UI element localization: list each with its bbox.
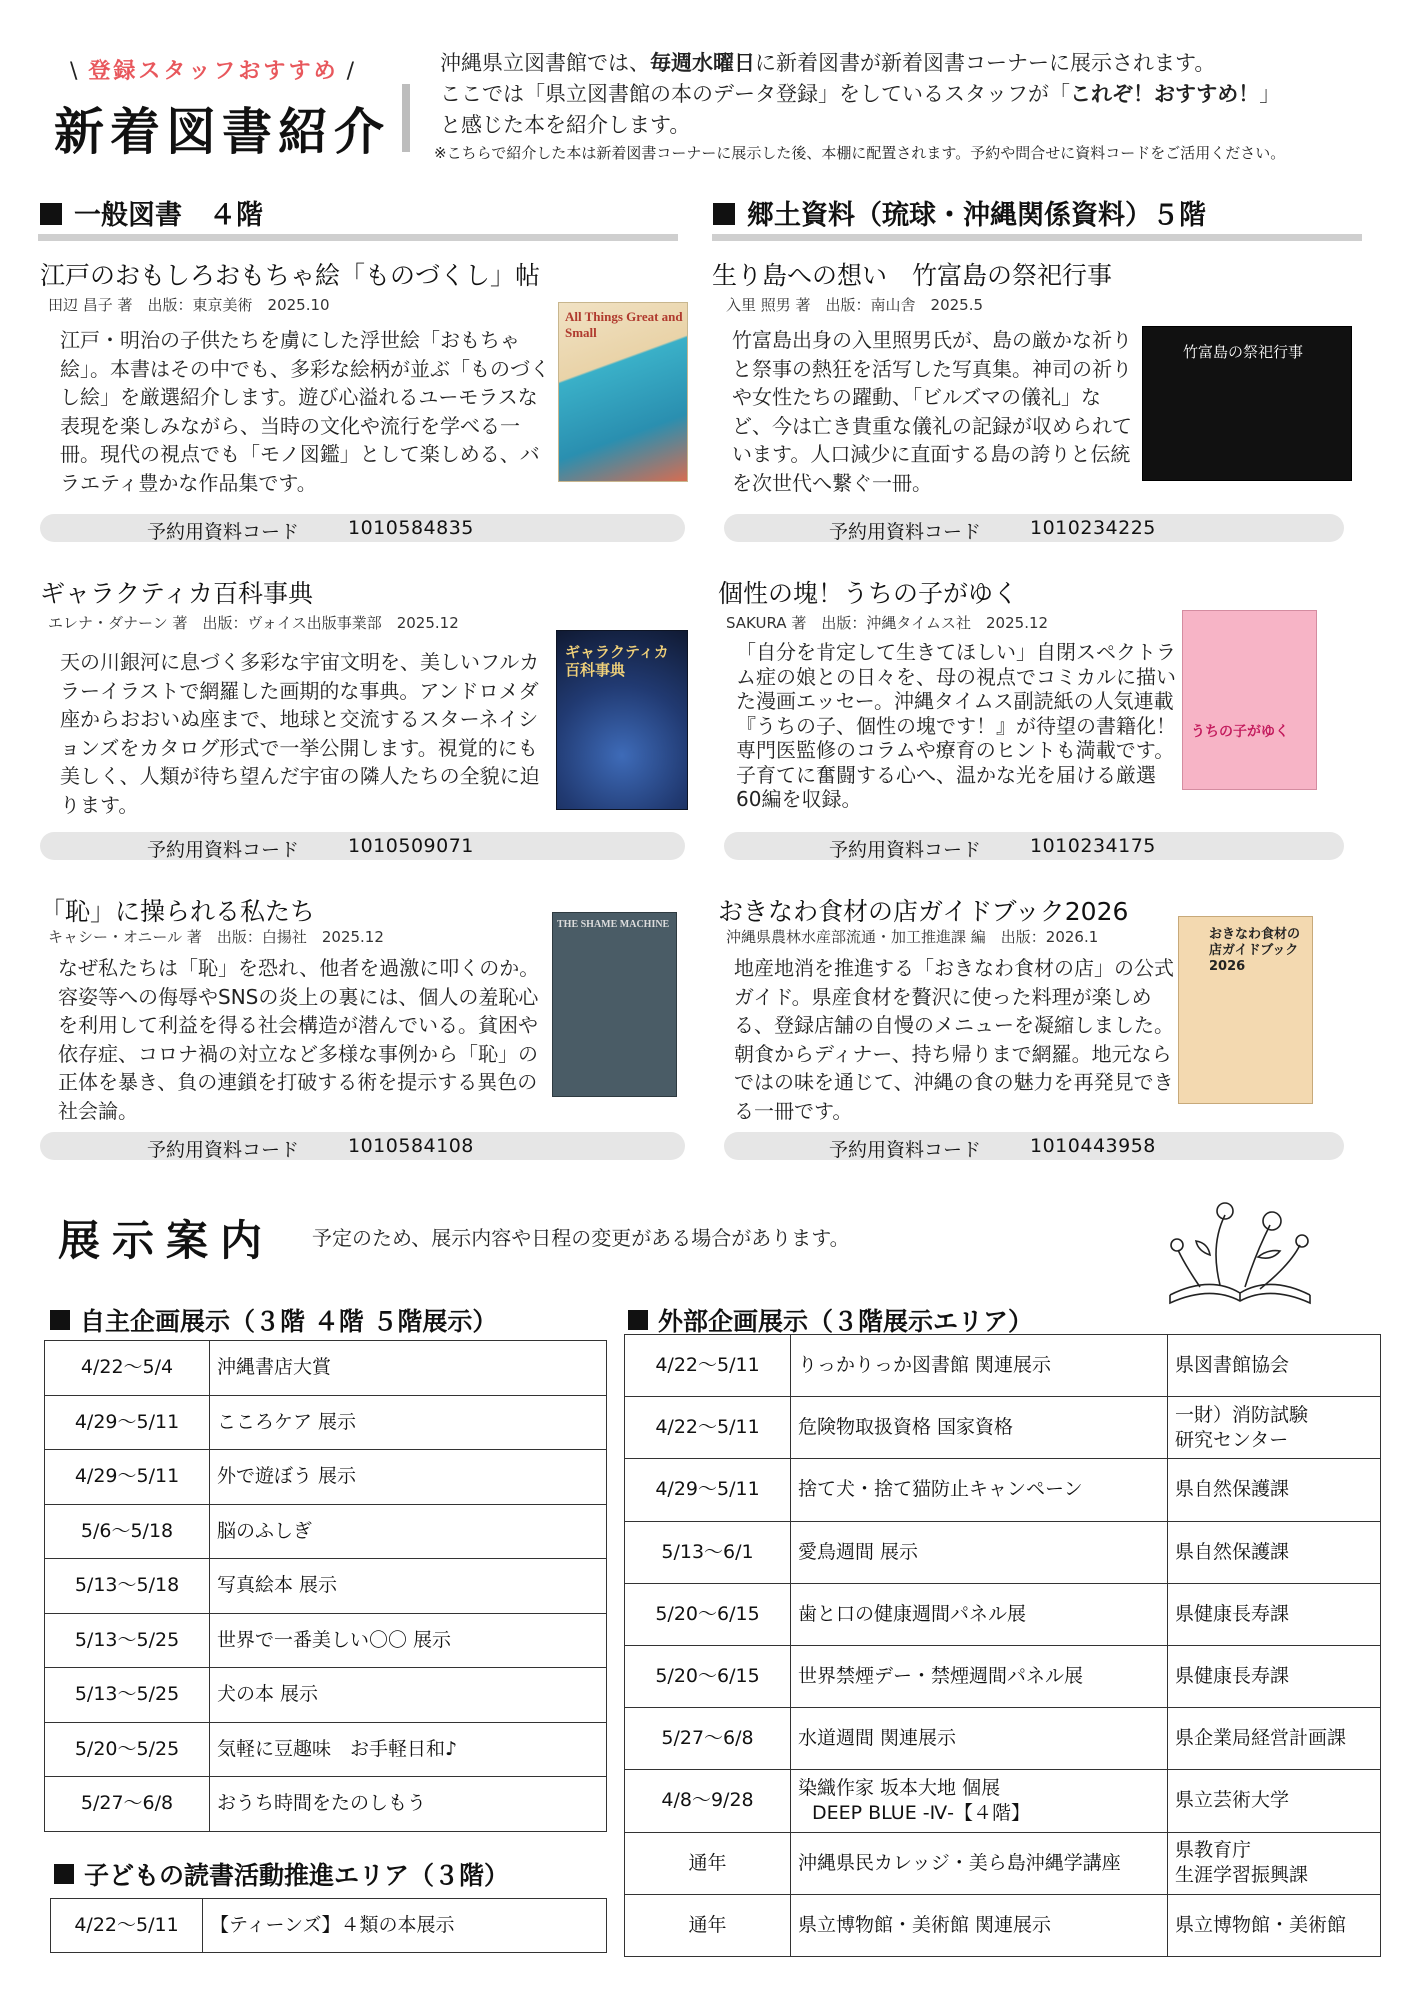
date-cell: 4/8～9/28 (625, 1770, 791, 1832)
reservation-code-bar (724, 1132, 1344, 1160)
book-cover-image (556, 630, 688, 810)
exhibit-name-cell: 危険物取扱資格 国家資格 (791, 1397, 1168, 1459)
organizer-line: 県自然保護課 (1175, 1478, 1290, 1501)
exhibit-name-cell: 捨て犬・捨て猫防止キャンペーン (791, 1459, 1168, 1521)
book-meta: 田辺 昌子 著 出版：東京美術 2025.10 (48, 296, 330, 314)
date-cell: 5/13～6/1 (625, 1521, 791, 1583)
book-title: おきなわ食材の店ガイドブック2026 (718, 897, 1129, 926)
date-cell: 4/22～5/11 (625, 1397, 791, 1459)
intro-line-3: と感じた本を紹介します。 (440, 113, 691, 137)
exhibit-name-cell: 世界で一番美しい〇〇 展示 (210, 1613, 607, 1668)
exhibit-name-cell: 愛鳥週間 展示 (791, 1521, 1168, 1583)
title-divider (402, 84, 410, 152)
section-local (713, 193, 1206, 232)
organizer-cell (1168, 1459, 1381, 1521)
intro-text (440, 48, 1400, 141)
intro-note: ※こちらで紹介した本は新着図書コーナーに展示した後、本棚に配置されます。予約や問合せに資料コードをご活用ください。 (434, 144, 1286, 162)
table-row (625, 1521, 1381, 1583)
code-label: 予約用資料コード (829, 521, 982, 543)
table-row (625, 1397, 1381, 1459)
intro-1a: 沖縄県立図書館では、 (440, 51, 650, 75)
organizer-line: 県教育庁 (1175, 1839, 1252, 1862)
exhibit-name-cell: りっかりっか図書館 関連展示 (791, 1335, 1168, 1397)
code-label: 予約用資料コード (147, 1139, 300, 1161)
organizer-cell (1168, 1708, 1381, 1770)
book-description: 天の川銀河に息づく多彩な宇宙文明を、美しいフルカラーイラストで網羅した画期的な事典。アンドロメダ座からおおいぬ座まで、地球と交流するスターネイションズをカタログ形式で一挙公開します。視覚的にも美しく、人類が待ち望んだ宇宙の隣人たちの全貌に迫ります。 (60, 650, 540, 817)
self-exhibition-label: 自主企画展示（３階 ４階 ５階展示） (80, 1307, 498, 1336)
organizer-line: 県図書館協会 (1175, 1354, 1290, 1377)
section-local-label: 郷土資料（琉球・沖縄関係資料）５階 (747, 200, 1206, 231)
kids-area-table (50, 1898, 607, 1953)
book-card (712, 892, 1377, 1192)
book-card (40, 892, 705, 1192)
date-cell: 5/13～5/25 (45, 1613, 210, 1668)
book-card (712, 574, 1377, 874)
code-value: 1010443958 (1030, 1135, 1156, 1157)
exhibit-name-cell: 写真絵本 展示 (210, 1559, 607, 1614)
table-row (625, 1894, 1381, 1956)
book-description: なぜ私たちは「恥」を恐れ、他者を過激に叩くのか。容姿等への侮辱やSNSの炎上の裏には、個人の羞恥心を利用して利益を得る社会構造が潜んでいる。貧困や依存症、コロナ禍の対立など多様な事例から「恥」の正体を暴き、負の連鎖を打破する術を提示する異色の社会論。 (58, 956, 540, 1123)
square-bullet-icon (40, 203, 62, 225)
book-card (40, 574, 705, 874)
organizer-line: 県健康長寿課 (1175, 1665, 1290, 1688)
reservation-code-bar (40, 832, 685, 860)
date-cell: 5/27～6/8 (625, 1708, 791, 1770)
kids-area-heading (54, 1856, 509, 1892)
intro-2b: これぞ！おすすめ！ (1070, 82, 1260, 106)
cover-title-text: 竹富島の祭祀行事 (1183, 343, 1304, 361)
book-cover-image (1178, 916, 1313, 1104)
code-value: 1010584108 (348, 1135, 474, 1157)
cover-title-text: うちの子がゆく (1191, 724, 1289, 740)
exhibit-name-cell: 外で遊ぼう 展示 (210, 1450, 607, 1505)
book-cover-image (552, 912, 677, 1097)
book-meta: SAKURA 著 出版：沖縄タイムス社 2025.12 (726, 614, 1049, 632)
book-title: ギャラクティカ百科事典 (40, 579, 314, 608)
exhibit-name-cell: おうち時間をたのしもう (210, 1777, 607, 1832)
organizer-line: 県立芸術大学 (1175, 1789, 1290, 1812)
square-bullet-icon (628, 1310, 648, 1330)
book-title: 江戸のおもしろおもちゃ絵「ものづくし」帖 (40, 261, 541, 290)
organizer-line: 県立博物館・美術館 (1175, 1913, 1347, 1936)
book-description: 竹富島出身の入里照男氏が、島の厳かな祈りと祭事の熱狂を活写した写真集。神司の祈りや女性たちの躍動、「ビルズマの儀礼」など、今は亡き貴重な儀礼の記録が収められています。人口減少に直面する島の誇りと伝統を次世代へ繋ぐ一冊。 (732, 328, 1132, 495)
intro-2a: ここでは「県立図書館の本のデータ登録」をしているスタッフが「 (440, 82, 1070, 106)
organizer-cell (1168, 1521, 1381, 1583)
outer-exhibition-label: 外部企画展示（３階展示エリア） (658, 1307, 1034, 1336)
exhibit-name-cell: 世界禁煙デー・禁煙週間パネル展 (791, 1645, 1168, 1707)
book-title: 生り島への想い 竹富島の祭祀行事 (712, 261, 1113, 290)
book-meta: 沖縄県農林水産部流通・加工推進課 編 出版：2026.1 (726, 928, 1099, 946)
date-cell: 通年 (625, 1894, 791, 1956)
code-label: 予約用資料コード (829, 1139, 982, 1161)
slash-left: \ (70, 59, 81, 84)
square-bullet-icon (713, 203, 735, 225)
code-value: 1010584835 (348, 517, 474, 539)
organizer-line: 一財）消防試験 (1175, 1403, 1309, 1426)
code-label: 予約用資料コード (147, 839, 300, 861)
table-row (625, 1335, 1381, 1397)
exhibit-name-cell: 【ティーンズ】４類の本展示 (203, 1899, 607, 1953)
self-exhibition-heading (50, 1302, 497, 1338)
reservation-code-bar (724, 832, 1344, 860)
book-title: 個性の塊！うちの子がゆく (718, 579, 1019, 608)
table-row (45, 1559, 607, 1614)
table-row (45, 1613, 607, 1668)
exhibit-name-cell: 水道週間 関連展示 (791, 1708, 1168, 1770)
date-cell: 5/27～6/8 (45, 1777, 210, 1832)
table-row (45, 1722, 607, 1777)
table-row (625, 1832, 1381, 1894)
book-cover-image (1142, 326, 1352, 481)
kids-area-label: 子どもの読書活動推進エリア（３階） (84, 1861, 510, 1890)
reservation-code-bar (40, 514, 685, 542)
book-meta: キャシー・オニール 著 出版：白揚社 2025.12 (48, 928, 384, 946)
date-cell: 通年 (625, 1832, 791, 1894)
organizer-cell (1168, 1894, 1381, 1956)
reservation-code-bar (724, 514, 1344, 542)
table-row (625, 1708, 1381, 1770)
exhibit-name-cell: 県立博物館・美術館 関連展示 (791, 1894, 1168, 1956)
book-cover-image (1182, 610, 1317, 790)
code-label: 予約用資料コード (147, 521, 300, 543)
intro-1b: 毎週水曜日 (650, 51, 755, 75)
cover-title-text: ギャラクティカ百科事典 (565, 643, 669, 679)
code-value: 1010234175 (1030, 835, 1156, 857)
organizer-cell (1168, 1770, 1381, 1832)
date-cell: 5/20～6/15 (625, 1583, 791, 1645)
date-cell: 4/29～5/11 (625, 1459, 791, 1521)
reservation-code-bar (40, 1132, 685, 1160)
table-row (625, 1583, 1381, 1645)
organizer-line: 研究センター (1175, 1428, 1289, 1451)
organizer-cell (1168, 1832, 1381, 1894)
date-cell: 5/13～5/25 (45, 1668, 210, 1723)
table-row (625, 1459, 1381, 1521)
date-cell: 4/29～5/11 (45, 1450, 210, 1505)
table-row (45, 1504, 607, 1559)
exhibit-name-cell (791, 1770, 1168, 1832)
book-description: 「自分を肯定して生きてほしい」自閉スペクトラム症の娘との日々を、母の視点でコミカルに描いた漫画エッセー。沖縄タイムス副読紙の人気連載『うちの子、個性の塊です！』が待望の書籍化！専門医監修のコラムや療育のヒントも満載です。子育てに奮闘する心へ、温かな光を届ける厳選60編を収録。 (736, 640, 1176, 811)
code-label: 予約用資料コード (829, 839, 982, 861)
table-row (45, 1341, 607, 1396)
exhibit-name-line: DEEP BLUE -Ⅳ-【４階】 (812, 1801, 1031, 1824)
organizer-cell (1168, 1583, 1381, 1645)
table-row (625, 1770, 1381, 1832)
book-description: 地産地消を推進する「おきなわ食材の店」の公式ガイド。県産食材を贅沢に使った料理が楽しめる、登録店舗の自慢のメニューを凝縮しました。朝食からディナー、持ち帰りまで網羅。地元ならではの味を通じて、沖縄の食の魅力を再発見できる一冊です。 (734, 956, 1174, 1123)
exhibit-name-line: 染織作家 坂本大地 個展 (798, 1776, 1001, 1799)
intro-2c: 」 (1259, 82, 1281, 106)
book-title: 「恥」に操られる私たち (40, 897, 316, 926)
outer-exhibition-table (624, 1334, 1381, 1957)
section-general (40, 193, 263, 232)
exhibit-name-cell: 脳のふしぎ (210, 1504, 607, 1559)
self-exhibition-table (44, 1340, 607, 1832)
cover-title-text: THE SHAME MACHINE (557, 919, 670, 930)
exhibit-name-cell: 沖縄書店大賞 (210, 1341, 607, 1396)
organizer-cell (1168, 1645, 1381, 1707)
book-description: 江戸・明治の子供たちを虜にした浮世絵「おもちゃ絵」。本書はその中でも、多彩な絵柄が並ぶ「ものづくし絵」を厳選紹介します。遊び心溢れるユーモラスな表現を楽しみながら、当時の文化や流行を学べる一冊。現代の視点でも「モノ図鑑」として楽しめる、バラエティ豊かな作品集です。 (60, 328, 550, 495)
exhibit-name-cell: 歯と口の健康週間パネル展 (791, 1583, 1168, 1645)
cover-title-text: おきなわ食材の店ガイドブック2026 (1209, 927, 1301, 974)
book-meta: 入里 照男 著 出版：南山舎 2025.5 (726, 296, 984, 314)
table-row (45, 1450, 607, 1505)
date-cell: 5/20～6/15 (625, 1645, 791, 1707)
organizer-line: 県企業局経営計画課 (1175, 1727, 1347, 1750)
table-row (625, 1645, 1381, 1707)
outer-exhibition-heading (628, 1302, 1033, 1338)
code-value: 1010234225 (1030, 517, 1156, 539)
book-card (40, 256, 705, 556)
date-cell: 5/20～5/25 (45, 1722, 210, 1777)
date-cell: 4/22～5/11 (51, 1899, 203, 1953)
exhibition-title: 展示案内 (58, 1216, 275, 1265)
exhibit-name-cell: 気軽に豆趣味 お手軽日和♪ (210, 1722, 607, 1777)
cover-title-text: All Things Great and Small (565, 309, 683, 340)
date-cell: 4/22～5/11 (625, 1335, 791, 1397)
section-general-label: 一般図書 ４階 (74, 200, 263, 231)
date-cell: 4/22～5/4 (45, 1341, 210, 1396)
square-bullet-icon (54, 1864, 74, 1884)
organizer-cell (1168, 1335, 1381, 1397)
book-card (712, 256, 1377, 556)
section-general-rule (38, 234, 678, 241)
section-local-rule (712, 234, 1362, 241)
intro-line-2 (440, 79, 1400, 110)
flower-book-icon (1150, 1195, 1330, 1310)
table-row (45, 1668, 607, 1723)
intro-line-1 (440, 48, 1400, 79)
exhibit-name-cell: こころケア 展示 (210, 1395, 607, 1450)
exhibition-note: 予定のため、展示内容や日程の変更がある場合があります。 (312, 1226, 850, 1250)
book-cover-image (558, 302, 688, 482)
slash-right: / (346, 59, 358, 84)
square-bullet-icon (50, 1310, 70, 1330)
organizer-line: 県自然保護課 (1175, 1540, 1290, 1563)
date-cell: 5/13～5/18 (45, 1559, 210, 1614)
table-row (45, 1777, 607, 1832)
page-title: 新着図書紹介 (54, 103, 390, 161)
exhibit-name-cell: 沖縄県民カレッジ・美ら島沖縄学講座 (791, 1832, 1168, 1894)
table-row (51, 1899, 607, 1953)
date-cell: 5/6～5/18 (45, 1504, 210, 1559)
exhibit-name-cell: 犬の本 展示 (210, 1668, 607, 1723)
staff-pick-label (62, 54, 365, 85)
book-meta: エレナ・ダナーン 著 出版：ヴォイス出版事業部 2025.12 (48, 614, 459, 632)
date-cell: 4/29～5/11 (45, 1395, 210, 1450)
table-row (45, 1395, 607, 1450)
code-value: 1010509071 (348, 835, 474, 857)
intro-1c: に新着図書が新着図書コーナーに展示されます。 (755, 51, 1216, 75)
organizer-line: 県健康長寿課 (1175, 1602, 1290, 1625)
organizer-line: 生涯学習振興課 (1175, 1864, 1309, 1887)
header (52, 48, 1392, 163)
staff-pick-text: 登録スタッフおすすめ (88, 59, 339, 84)
organizer-cell (1168, 1397, 1381, 1459)
